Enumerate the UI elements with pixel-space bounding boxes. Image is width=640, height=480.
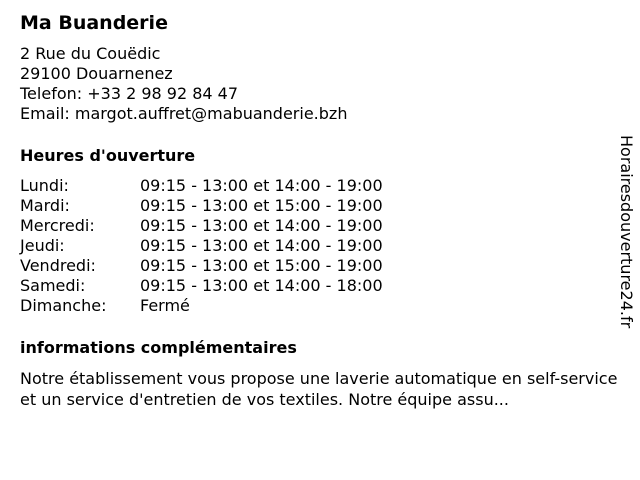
time-range: 09:15 - 13:00 et 15:00 - 19:00 bbox=[140, 196, 383, 215]
hours-row-sunday bbox=[20, 296, 620, 316]
hours-row-tuesday bbox=[20, 196, 620, 216]
email-address[interactable]: Email: margot.auffret@mabuanderie.bzh bbox=[20, 104, 348, 123]
address-street: 2 Rue du Couëdic bbox=[20, 44, 161, 63]
day-label: Vendredi: bbox=[20, 256, 96, 275]
hours-row-thursday bbox=[20, 236, 620, 256]
info-heading: informations complémentaires bbox=[20, 338, 297, 357]
hours-table bbox=[20, 176, 620, 316]
hours-row-saturday bbox=[20, 276, 620, 296]
day-label: Mardi: bbox=[20, 196, 70, 215]
business-name: Ma Buanderie bbox=[20, 12, 168, 34]
info-description: Notre établissement vous propose une laverie automatique en self-service et un service d'entretien de vos textiles. Notre équipe assu... bbox=[20, 369, 618, 409]
day-label: Lundi: bbox=[20, 176, 69, 195]
time-range: Fermé bbox=[140, 296, 190, 315]
address-city: 29100 Douarnenez bbox=[20, 64, 173, 83]
day-label: Dimanche: bbox=[20, 296, 107, 315]
time-range: 09:15 - 13:00 et 15:00 - 19:00 bbox=[140, 256, 383, 275]
address-block bbox=[20, 44, 620, 124]
business-card bbox=[20, 10, 620, 410]
hours-row-friday bbox=[20, 256, 620, 276]
time-range: 09:15 - 13:00 et 14:00 - 18:00 bbox=[140, 276, 383, 295]
time-range: 09:15 - 13:00 et 14:00 - 19:00 bbox=[140, 236, 383, 255]
phone-number[interactable]: Telefon: +33 2 98 92 84 47 bbox=[20, 84, 239, 103]
day-label: Samedi: bbox=[20, 276, 86, 295]
day-label: Jeudi: bbox=[20, 236, 65, 255]
hours-row-wednesday bbox=[20, 216, 620, 236]
time-range: 09:15 - 13:00 et 14:00 - 19:00 bbox=[140, 176, 383, 195]
site-watermark: Horairesdouverture24.fr bbox=[617, 135, 636, 329]
time-range: 09:15 - 13:00 et 14:00 - 19:00 bbox=[140, 216, 383, 235]
hours-heading: Heures d'ouverture bbox=[20, 146, 196, 165]
day-label: Mercredi: bbox=[20, 216, 95, 235]
hours-row-monday bbox=[20, 176, 620, 196]
